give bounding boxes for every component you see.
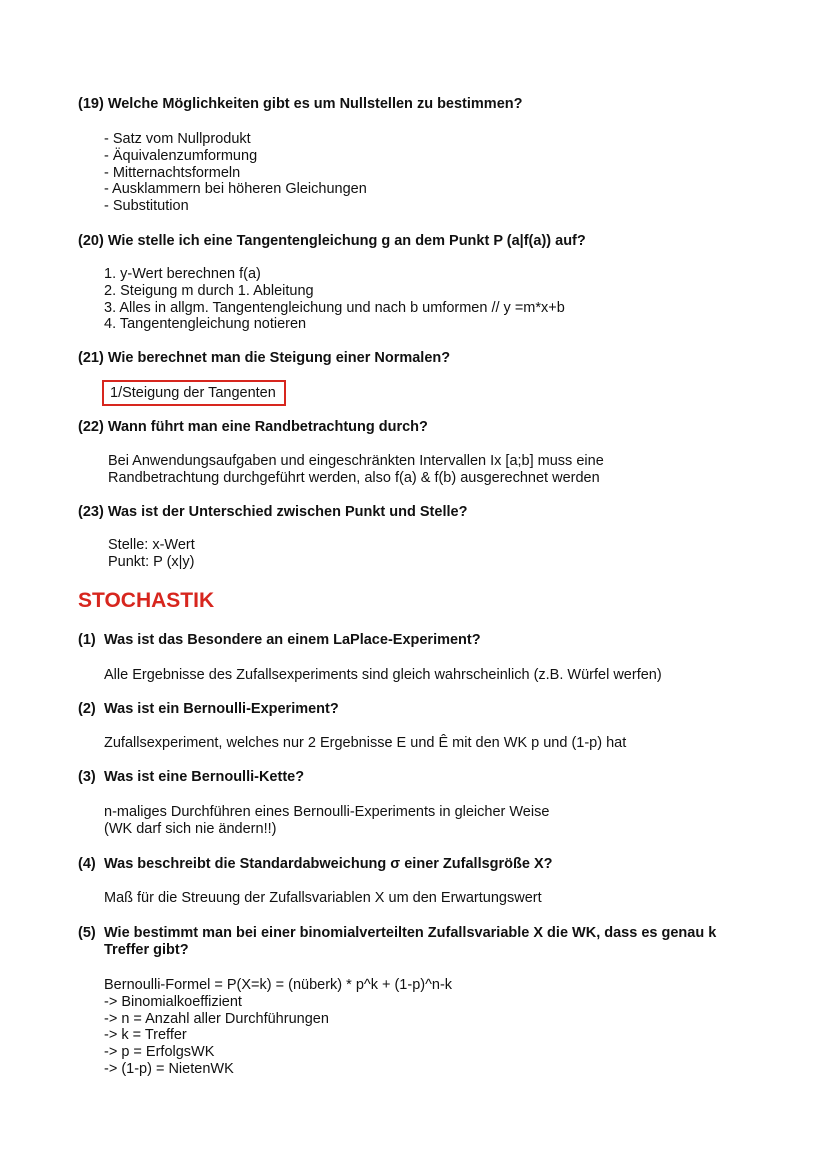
question-number: (2) (78, 701, 96, 717)
answer-line: Punkt: P (x|y) (108, 553, 195, 570)
stochastik-answer-2 (104, 735, 626, 752)
answer-line: Randbetrachtung durchgeführt werden, also f(a) & f(b) ausgerechnet werden (108, 469, 600, 486)
question-number: (1) (78, 632, 96, 648)
question-text: Was ist ein Bernoulli-Experiment? (104, 701, 339, 717)
list-item: 1. y-Wert berechnen f(a) (104, 266, 261, 282)
answer-line: (WK darf sich nie ändern!!) (104, 820, 277, 837)
stochastik-answer-3 (104, 804, 549, 838)
stochastik-question-5 (78, 925, 754, 959)
stochastik-answer-1 (104, 667, 662, 684)
stochastik-answer-5 (104, 977, 452, 1078)
answer-19 (104, 131, 367, 215)
question-text: Wie bestimmt man bei einer binomialverteilten Zufallsvariable X die WK, dass es genau k Treffer gibt? (104, 925, 717, 958)
answer-line: Stelle: x-Wert (108, 537, 195, 553)
list-item: - Satz vom Nullprodukt (104, 131, 251, 147)
answer-line: -> Binomialkoeffizient (104, 993, 242, 1010)
question-23: (23) Was ist der Unterschied zwischen Punkt und Stelle? (78, 504, 468, 520)
answer-line: Maß für die Streuung der Zufallsvariablen X um den Erwartungswert (104, 890, 542, 906)
answer-23 (108, 537, 195, 571)
question-text: Was beschreibt die Standardabweichung σ einer Zufallsgröße X? (104, 856, 553, 872)
question-number: (3) (78, 769, 96, 785)
answer-line: Alle Ergebnisse des Zufallsexperiments sind gleich wahrscheinlich (z.B. Würfel werfen) (104, 667, 662, 683)
list-item: - Substitution (104, 198, 189, 215)
list-item: 2. Steigung m durch 1. Ableitung (104, 282, 314, 299)
question-number: (4) (78, 856, 96, 872)
answer-line: -> (1-p) = NietenWK (104, 1060, 234, 1077)
answer-line: Bernoulli-Formel = P(X=k) = (nüberk) * p^k + (1-p)^n-k (104, 977, 453, 993)
section-heading-stochastik: STOCHASTIK (78, 589, 215, 612)
question-20: (20) Wie stelle ich eine Tangentengleichung g an dem Punkt P (a|f(a)) auf? (78, 233, 586, 249)
question-22: (22) Wann führt man eine Randbetrachtung durch? (78, 419, 428, 435)
stochastik-question-3 (78, 769, 754, 786)
answer-line: n-maliges Durchführen eines Bernoulli-Experiments in gleicher Weise (104, 804, 550, 820)
list-item: 4. Tangentengleichung notieren (104, 316, 307, 333)
list-item: - Äquivalenzumformung (104, 147, 258, 164)
answer-20 (104, 266, 565, 333)
answer-22 (108, 453, 604, 487)
question-number: (5) (78, 925, 96, 941)
answer-line: -> n = Anzahl aller Durchführungen (104, 1010, 329, 1027)
list-item: - Mitternachtsformeln (104, 164, 241, 181)
stochastik-question-2 (78, 701, 754, 718)
question-19: (19) Welche Möglichkeiten gibt es um Nullstellen zu bestimmen? (78, 96, 523, 112)
stochastik-question-1 (78, 632, 754, 649)
answer-line: -> k = Treffer (104, 1027, 187, 1044)
list-item: - Ausklammern bei höheren Gleichungen (104, 181, 367, 198)
answer-line: -> p = ErfolgsWK (104, 1044, 215, 1061)
answer-line: Bei Anwendungsaufgaben und eingeschränkten Intervallen Ix [a;b] muss eine (108, 453, 604, 469)
question-text: Was ist eine Bernoulli-Kette? (104, 769, 305, 785)
stochastik-answer-4 (104, 890, 542, 907)
question-21: (21) Wie berechnet man die Steigung einer Normalen? (78, 350, 451, 366)
highlighted-answer-21: 1/Steigung der Tangenten (102, 380, 286, 406)
answer-line: Zufallsexperiment, welches nur 2 Ergebnisse E und Ê mit den WK p und (1-p) hat (104, 735, 627, 751)
list-item: 3. Alles in allgm. Tangentengleichung und nach b umformen // y =m*x+b (104, 299, 565, 316)
stochastik-question-4 (78, 856, 754, 873)
question-text: Was ist das Besondere an einem LaPlace-Experiment? (104, 632, 481, 648)
